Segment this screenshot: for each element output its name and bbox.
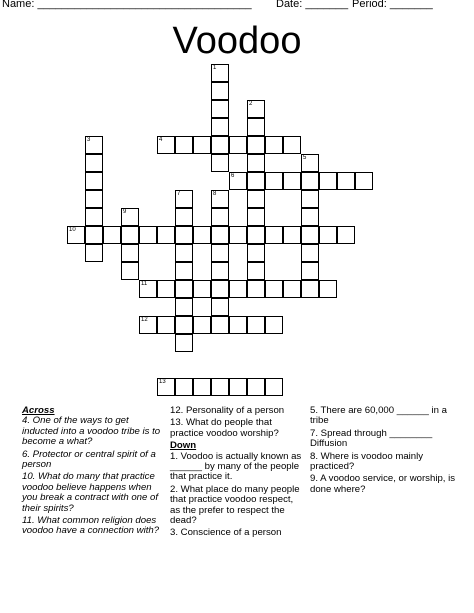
clue-number: 12 <box>141 317 148 323</box>
clue-across-4: 4. One of the ways to get inducted into a voodoo tribe is to become a what? <box>22 415 161 448</box>
date-field[interactable]: Date: _______ <box>276 0 349 10</box>
grid-cell[interactable] <box>175 190 193 208</box>
down-heading: Down <box>170 440 197 452</box>
grid-cell[interactable] <box>193 280 211 298</box>
clue-across-13: 13. What do people that practice voodoo worship? <box>170 417 279 439</box>
grid-cell[interactable] <box>247 262 265 280</box>
clue-number: 11 <box>141 281 148 287</box>
clues-column-1 <box>22 406 164 539</box>
clue-number: 8 <box>213 191 217 197</box>
grid-cell[interactable] <box>247 172 265 190</box>
grid-cell[interactable] <box>247 226 265 244</box>
grid-cell[interactable] <box>193 316 211 334</box>
grid-cell[interactable] <box>211 208 229 226</box>
clues-column-3 <box>310 406 460 497</box>
page-title: Voodoo <box>172 20 302 62</box>
clue-down-8: 8. Where is voodoo mainly practiced? <box>310 450 424 473</box>
grid-cell[interactable] <box>247 154 265 172</box>
grid-cell[interactable] <box>211 64 229 82</box>
clue-across-10: 10. What do many that practice voodoo believe happens when you break a contract with one of their spirits? <box>22 471 158 514</box>
clue-number: 2 <box>249 101 253 107</box>
grid-cell[interactable] <box>283 226 301 244</box>
clue-across-11: 11. What common religion does voodoo have a connection with? <box>22 515 160 537</box>
across-heading: Across <box>22 405 55 416</box>
grid-cell[interactable] <box>247 280 265 298</box>
grid-cell[interactable] <box>211 118 229 136</box>
grid-cell[interactable] <box>211 280 229 298</box>
grid-cell[interactable] <box>265 226 283 244</box>
name-field[interactable]: Name: ___________________________________ <box>2 0 252 10</box>
clue-down-5: 5. There are 60,000 ______ in a tribe <box>310 405 447 427</box>
grid-cell[interactable] <box>301 280 319 298</box>
grid-cell[interactable] <box>85 226 103 244</box>
clue-number: 5 <box>303 155 307 161</box>
grid-cell[interactable] <box>121 244 139 262</box>
grid-cell[interactable] <box>175 298 193 316</box>
grid-cell[interactable] <box>337 172 355 190</box>
clue-down-2: 2. What place do many people that practice voodoo respect, as the prefer to respect the dead? <box>170 483 300 527</box>
grid-cell[interactable] <box>157 378 175 396</box>
grid-cell[interactable] <box>157 226 175 244</box>
grid-cell[interactable] <box>211 226 229 244</box>
grid-cell[interactable] <box>85 244 103 262</box>
clue-number: 6 <box>231 173 235 179</box>
grid-cell[interactable] <box>121 226 139 244</box>
grid-cell[interactable] <box>121 262 139 280</box>
grid-cell[interactable] <box>301 154 319 172</box>
grid-cell[interactable] <box>193 378 211 396</box>
grid-cell[interactable] <box>319 280 337 298</box>
grid-cell[interactable] <box>265 172 283 190</box>
grid-cell[interactable] <box>175 334 193 352</box>
grid-cell[interactable] <box>175 226 193 244</box>
clue-number: 3 <box>87 137 91 143</box>
grid-cell[interactable] <box>211 316 229 334</box>
grid-cell[interactable] <box>121 208 139 226</box>
grid-cell[interactable] <box>175 378 193 396</box>
header <box>0 0 474 14</box>
clue-down-1: 1. Voodoo is actually known as ______ by many of the people that practice it. <box>170 450 302 483</box>
clues-column-2 <box>170 406 302 541</box>
grid-cell[interactable] <box>157 280 175 298</box>
grid-cell[interactable] <box>103 226 121 244</box>
grid-cell[interactable] <box>247 316 265 334</box>
grid-cell[interactable] <box>337 226 355 244</box>
clue-number: 10 <box>69 227 76 233</box>
grid-cell[interactable] <box>85 154 103 172</box>
grid-cell[interactable] <box>301 208 319 226</box>
grid-cell[interactable] <box>211 298 229 316</box>
clue-down-7: 7. Spread through ________ Diffusion <box>310 427 433 450</box>
grid-cell[interactable] <box>175 244 193 262</box>
grid-cell[interactable] <box>301 190 319 208</box>
grid-cell[interactable] <box>139 316 157 334</box>
clue-across-6: 6. Protector or central spirit of a person <box>22 448 156 471</box>
grid-cell[interactable] <box>301 262 319 280</box>
grid-cell[interactable] <box>247 190 265 208</box>
grid-cell[interactable] <box>229 226 247 244</box>
grid-cell[interactable] <box>175 262 193 280</box>
grid-cell[interactable] <box>85 172 103 190</box>
grid-cell[interactable] <box>211 82 229 100</box>
grid-cell[interactable] <box>157 136 175 154</box>
grid-cell[interactable] <box>301 244 319 262</box>
clue-number: 7 <box>177 191 181 197</box>
grid-cell[interactable] <box>139 280 157 298</box>
clue-down-9: 9. A voodoo service, or worship, is done where? <box>310 473 456 495</box>
grid-cell[interactable] <box>319 226 337 244</box>
grid-cell[interactable] <box>265 136 283 154</box>
grid-cell[interactable] <box>67 226 85 244</box>
grid-cell[interactable] <box>247 378 265 396</box>
clue-number: 1 <box>213 65 217 71</box>
grid-cell[interactable] <box>265 378 283 396</box>
grid-cell[interactable] <box>211 378 229 396</box>
period-field[interactable]: Period: _______ <box>352 0 433 10</box>
grid-cell[interactable] <box>319 172 337 190</box>
grid-cell[interactable] <box>355 172 373 190</box>
clue-across-12: 12. Personality of a person <box>170 405 285 416</box>
grid-cell[interactable] <box>211 190 229 208</box>
grid-cell[interactable] <box>211 154 229 172</box>
clue-number: 13 <box>159 379 166 385</box>
grid-cell[interactable] <box>193 226 211 244</box>
grid-cell[interactable] <box>85 190 103 208</box>
grid-cell[interactable] <box>211 100 229 118</box>
grid-cell[interactable] <box>301 172 319 190</box>
grid-cell[interactable] <box>175 316 193 334</box>
grid-cell[interactable] <box>229 378 247 396</box>
grid-cell[interactable] <box>229 172 247 190</box>
grid-cell[interactable] <box>229 316 247 334</box>
grid-cell[interactable] <box>283 136 301 154</box>
grid-cell[interactable] <box>301 226 319 244</box>
grid-cell[interactable] <box>229 136 247 154</box>
clue-number: 4 <box>159 137 163 143</box>
grid-cell[interactable] <box>229 280 247 298</box>
grid-cell[interactable] <box>283 280 301 298</box>
grid-cell[interactable] <box>193 136 211 154</box>
grid-cell[interactable] <box>175 280 193 298</box>
grid-cell[interactable] <box>211 262 229 280</box>
clue-down-3: 3. Conscience of a person <box>170 527 282 539</box>
grid-cell[interactable] <box>175 208 193 226</box>
grid-cell[interactable] <box>157 316 175 334</box>
grid-cell[interactable] <box>247 244 265 262</box>
grid-cell[interactable] <box>211 244 229 262</box>
grid-cell[interactable] <box>85 136 103 154</box>
grid-cell[interactable] <box>247 118 265 136</box>
grid-cell[interactable] <box>283 172 301 190</box>
grid-cell[interactable] <box>265 280 283 298</box>
grid-cell[interactable] <box>247 100 265 118</box>
grid-cell[interactable] <box>175 136 193 154</box>
grid-cell[interactable] <box>211 136 229 154</box>
grid-cell[interactable] <box>247 136 265 154</box>
grid-cell[interactable] <box>85 208 103 226</box>
clue-number: 9 <box>123 209 127 215</box>
grid-cell[interactable] <box>247 208 265 226</box>
grid-cell[interactable] <box>265 316 283 334</box>
grid-cell[interactable] <box>139 226 157 244</box>
